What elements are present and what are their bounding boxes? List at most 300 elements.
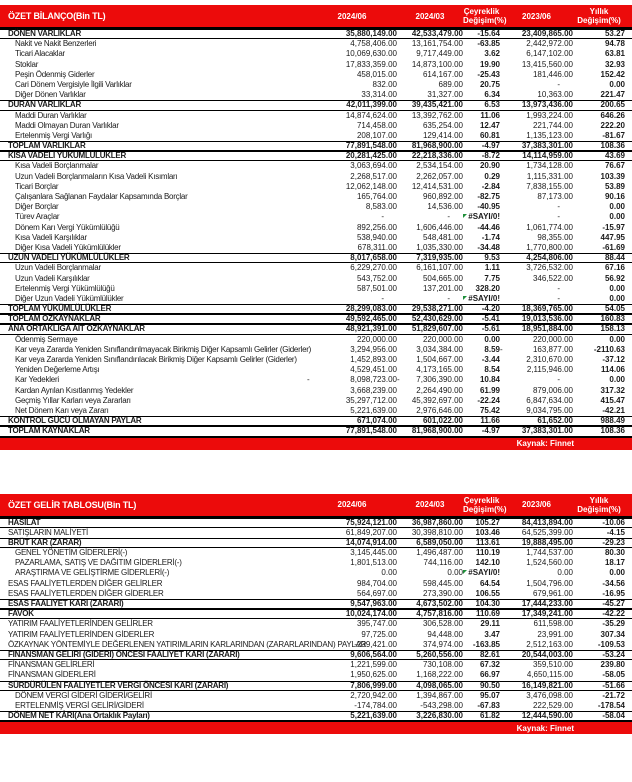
value-cell-2024-03: 689.00 [438,79,463,89]
value-cell-2024-06: - [381,212,384,222]
table-row [0,568,632,578]
qoq-change-cell: 110.69 [475,609,500,619]
qoq-change-cell: 9.53 [484,253,500,263]
table-row [0,223,632,233]
yoy-change-cell: 90.16 [604,192,625,201]
qoq-change-cell: 6.53 [484,100,500,110]
row-label: TOPLAM KAYNAKLAR [8,426,90,436]
row-label: Uzun Vadeli Borçlanmalar [15,263,101,273]
value-cell-2024-03: 598,445.00 [422,578,463,588]
row-label: Kardan Ayrılan Kısıtlanmış Yedekler [15,385,134,395]
row-label: Kısa Vadeli Borçlanmalar [15,161,99,171]
row-label: Kısa Vadeli Karşılıklar [15,232,87,242]
table-row [0,304,632,314]
table-row [0,100,632,110]
table-row [0,528,632,538]
qoq-change-cell: 106.55 [475,588,500,598]
value-cell-2023-06: 87,173.00 [537,192,573,201]
column-header: 2024/03 [415,500,445,509]
value-cell-2024-03: 1,035,330.00 [416,242,463,252]
value-cell-2024-03: 601,022.00 [422,416,463,426]
yoy-change-cell: 114.06 [600,365,625,375]
row-label: Ticari Alacaklar [15,49,65,59]
value-cell-2024-06: 165,764.00 [356,192,397,201]
table-row [0,375,632,385]
qoq-change-cell: #SAYI/0! [463,568,500,578]
yoy-change-cell: 200.65 [600,100,625,110]
table-row [0,111,632,121]
table-row [0,670,632,680]
qoq-change-cell: 66.97 [479,670,500,680]
value-cell-2024-03: 9,717,449.00 [416,49,463,59]
column-header: Yıllık Değişim(%) [577,495,621,514]
yoy-change-cell: 80.30 [604,548,625,558]
value-cell-2023-06: 23,991.00 [537,629,573,639]
row-label: Kar Yedekleri [15,375,59,385]
value-cell-2024-03: 45,392,697.00 [411,395,463,405]
table-row [0,396,632,406]
value-cell-2024-03: 36,987,860.00 [411,517,463,527]
value-cell-2024-06: 77,891,548.00 [345,426,397,436]
yoy-change-cell: 108.36 [600,426,625,436]
value-cell-2023-06: 18,951,884.00 [521,324,573,334]
row-label: Nakit ve Nakit Benzerleri [15,39,97,49]
table-title: ÖZET BİLANÇO(Bin TL) [8,11,106,21]
yoy-change-cell: -34.56 [602,578,625,588]
qoq-change-cell: 8.59 [484,344,500,354]
yoy-change-cell: -2110.63 [593,344,625,354]
table-row [0,192,632,202]
value-cell-2024-03: 960,892.00 [422,192,463,201]
value-cell-2024-03: 374,974.00 [422,639,463,649]
qoq-change-cell: -5.41 [481,314,500,324]
table-row [0,70,632,80]
row-label: ESAS FAALİYETLERDEN DİĞER GELİRLER [8,578,163,588]
yoy-change-cell: 0.00 [609,212,625,222]
row-label: YATIRIM FAALİYETLERİNDEN GELİRLER [8,619,153,629]
row-label: Peşin Ödenmiş Giderler [15,69,95,79]
value-cell-2024-06: 10,024,174.00 [345,609,397,619]
value-cell-2023-06: 17,444,233.00 [521,599,573,608]
value-cell-2024-03: - [447,212,450,222]
table-row [0,233,632,243]
value-cell-2024-03: 42,533,479.00 [411,29,463,38]
value-cell-2023-06: 1,524,560.00 [526,558,573,568]
value-cell-2024-06: 8,583.00 [365,202,397,212]
row-label: TOPLAM YÜKÜMLÜLÜKLER [8,304,112,314]
value-cell-2024-03: 12,414,531.00 [411,181,463,191]
table-row [0,263,632,273]
yoy-change-cell: 646.26 [600,110,625,120]
value-cell-2024-03: 4,673,502.00 [416,599,463,608]
yoy-change-cell: -42.22 [602,609,625,619]
yoy-change-cell: 0.00 [609,375,625,385]
table-row [0,406,632,416]
value-cell-2023-06: 14,114,959.00 [522,151,573,161]
value-cell-2024-03: -543,298.00 [420,700,463,710]
row-label: SATIŞLARIN MALİYETİ [8,527,89,537]
value-cell-2024-06: 7,806,999.00 [350,680,397,690]
row-label: Uzun Vadeli Karşılıklar [15,273,90,283]
value-cell-2024-03: 548,481.00 [422,232,463,242]
row-label: Geçmiş Yıllar Karları veya Zararları [15,395,131,405]
value-cell-2024-06: 35,880,149.00 [345,29,397,38]
value-cell-2024-03: 1,504,667.00 [416,355,463,364]
value-cell-2024-06: 543,752.00 [356,273,397,283]
source-bar [0,721,632,734]
column-header: 2023/06 [522,11,551,21]
yoy-change-cell: -16.95 [602,588,625,598]
qoq-change-cell: 113.61 [475,537,500,547]
table-row [0,161,632,171]
table-row [0,202,632,212]
column-header: Yıllık Değişim(%) [577,7,621,25]
row-label: FAVÖK [8,609,34,619]
yoy-change-cell: 221.47 [600,90,625,100]
value-cell-2024-06: 9,547,963.00 [350,599,397,608]
table-row [0,386,632,396]
yoy-change-cell: 108.36 [600,141,625,151]
value-cell-2024-06: 714,458.00 [356,120,397,130]
qoq-change-cell: #SAYI/0! [463,212,500,222]
column-header: 2024/06 [337,11,367,21]
value-cell-2023-06: 18,369,765.00 [521,304,573,314]
qoq-change-cell: -5.61 [481,324,500,334]
table-row [0,681,632,691]
column-header: 2024/06 [337,500,367,509]
value-cell-2024-06: 61,849,207.00 [345,527,397,537]
value-cell-2023-06: 13,973,436.00 [521,100,573,110]
value-cell-2024-06: 14,074,914.00 [345,537,397,547]
qoq-change-cell: -82.75 [477,192,500,201]
value-cell-2023-06: 6,847,634.00 [526,395,573,405]
value-cell-2023-06: 13,415,560.00 [521,59,573,69]
row-label: Ertelenmiş Vergi Varlığı [15,130,92,140]
value-cell-2024-06: 1,452,893.00 [350,355,397,364]
table-row [0,121,632,131]
value-cell-2024-03: 0.00 [447,568,463,578]
value-cell-2023-06: 10,363.00 [537,90,573,100]
qoq-change-cell: -1.74 [481,232,500,242]
value-cell-2024-03: 2,534,154.00 [416,161,463,171]
row-label: HASILAT [8,517,41,527]
value-cell-2024-06: 220,000.00 [356,334,397,344]
value-cell-2024-03: 220,000.00 [422,334,463,344]
value-cell-2023-06: 1,135,123.00 [526,130,573,140]
value-cell-2024-03: 5,260,556.00 [416,649,463,659]
qoq-change-cell: 12.47 [479,120,500,130]
table-row [0,151,632,161]
value-cell-2024-06: 49,592,465.00 [345,314,397,324]
qoq-change-cell: 0.00 [484,334,500,344]
table-row [0,630,632,640]
value-cell-2023-06: 1,993,224.00 [526,110,573,120]
row-label: YATIRIM FAALİYETLERİNDEN GİDERLER [8,629,155,639]
value-cell-2024-03: 129,414.00 [422,130,463,140]
yoy-change-cell: -45.27 [602,599,625,608]
value-cell-2023-06: 1,061,774.00 [526,222,573,232]
qoq-change-cell: 29.11 [480,619,500,629]
qoq-change-cell: 0.29 [484,171,500,181]
table-row [0,599,632,609]
value-cell-2024-03: 273,390.00 [422,588,463,598]
income-statement-table [0,494,632,735]
qoq-change-cell: 20.75 [479,79,500,89]
yoy-change-cell: 56.92 [604,273,625,283]
yoy-change-cell: 160.83 [600,314,625,324]
value-cell-2024-06: 671,074.00 [356,416,397,426]
income-statement-body [0,518,632,722]
value-cell-2024-06: - [381,293,384,303]
value-cell-2023-06: 679,961.00 [532,588,573,598]
qoq-change-cell: 8.54 [484,365,500,375]
value-cell-2024-03: 14,536.00 [427,202,463,212]
row-label: DÖNEM NET KÂRI(Ana Ortaklık Payları) [8,711,150,721]
yoy-change-cell: 43.69 [604,151,625,161]
qoq-change-cell: 103.46 [475,527,500,537]
value-cell-2023-06: 16,149,821.00 [521,680,573,690]
table-row [0,548,632,558]
value-cell-2024-06: 1,221,599.00 [350,660,397,670]
yoy-change-cell: 67.16 [604,263,625,273]
yoy-change-cell: 53.89 [604,181,625,191]
yoy-change-cell: 239.80 [600,660,625,670]
source-bar [0,437,632,450]
value-cell-2023-06: 37,383,301.00 [521,426,573,436]
value-cell-2023-06: 221,744.00 [532,120,573,130]
value-cell-2024-06: 458,015.00 [356,69,397,79]
qoq-change-cell: 105.27 [475,517,500,527]
yoy-change-cell: 988.49 [600,416,625,426]
qoq-change-cell: -3.44 [481,355,500,364]
qoq-change-cell: 11.06 [480,110,500,120]
value-cell-2024-06 [307,375,397,385]
column-header: Çeyreklik Değişim(%) [463,7,507,25]
value-cell-2023-06: - [557,375,560,385]
value-cell-2023-06: 98,355.00 [537,232,573,242]
value-cell-2024-03: 614,167.00 [422,69,463,79]
source-label: Kaynak: Finnet [516,723,574,733]
value-cell-2023-06: 611,598.00 [533,619,573,629]
value-cell-2024-06: 14,874,624.00 [345,110,397,120]
qoq-change-cell: 11.66 [480,416,500,426]
minus-sign: - [397,375,400,385]
qoq-change-cell: 61.99 [479,385,500,395]
value-cell-2024-06: 5,221,639.00 [350,711,397,721]
value-cell-2023-06: 4,650,115.00 [526,670,573,680]
value-cell-2024-06: 892,256.00 [356,222,397,232]
yoy-change-cell: 53.27 [604,29,625,38]
value-cell-2024-03: 6,161,107.00 [416,263,463,273]
qoq-change-cell: -163.85 [472,639,500,649]
table-row [0,609,632,619]
value-cell-2023-06: 19,013,536.00 [521,314,573,324]
value-cell-2024-03: 3,034,384.00 [416,344,463,354]
table-row [0,39,632,49]
value-cell-2024-06: 9,606,564.00 [350,649,397,659]
table-row [0,90,632,100]
qoq-change-cell: 3.62 [484,49,500,59]
value-cell-2024-06: 8,017,658.00 [350,253,397,263]
table-row [0,619,632,629]
table-row [0,141,632,151]
row-label: UZUN VADELİ YÜKÜMLÜLÜKLER [8,253,130,263]
qoq-change-cell: 1.11 [484,263,500,273]
value-cell-2023-06: 61,652.00 [537,416,573,426]
table-row [0,538,632,548]
row-label: Maddi Olmayan Duran Varlıklar [15,120,119,130]
row-label: FİNANSMAN GİDERLERİ [8,670,96,680]
table-row [0,701,632,711]
yoy-change-cell: 317.32 [600,385,625,395]
balance-sheet-table [0,5,632,450]
source-label: Kaynak: Finnet [516,439,574,448]
value-cell-2024-03: 6,589,050.00 [416,537,463,547]
value-cell-2024-06: 12,062,148.00 [345,181,397,191]
value-cell-2024-06: 395,747.00 [356,619,397,629]
value-cell-2024-03: 137,201.00 [422,283,463,293]
table-row [0,640,632,650]
value-cell-2024-06: -239,421.00 [354,639,397,649]
value-cell-2024-03: 52,430,629.00 [411,314,463,324]
value-cell-2024-06: -174,784.00 [354,700,397,710]
qoq-change-cell: 95.07 [479,690,500,700]
qoq-change-cell: -40.95 [477,202,500,212]
row-label: DÖNEN VARLIKLAR [8,29,81,38]
qoq-change-cell: 82.61 [479,649,500,659]
value-cell-2024-06: 20,281,425.00 [345,151,397,161]
value-cell-2024-06: 6,229,270.00 [350,263,397,273]
qoq-change-cell: -67.83 [477,700,500,710]
table-row [0,314,632,324]
value-cell-2024-03: 29,538,271.00 [411,304,463,314]
value-cell-2024-06: 208,107.00 [356,130,397,140]
table-row [0,416,632,426]
value-cell-2023-06: 222,529.00 [532,700,573,710]
row-label: ÖZKAYNAK YÖNTEMİYLE DEĞERLENEN YATIRIMLARIN KARLARINDAN (ZARARLARINDAN) PAYLAR [8,639,367,649]
value-cell-2023-06: 37,383,301.00 [521,141,573,151]
row-label: KISA VADELİ YÜKÜMLÜLÜKLER [8,151,127,161]
value-cell-2024-06: 2,268,517.00 [350,171,397,181]
yoy-change-cell: 415.47 [600,395,625,405]
value-cell-2023-06: 2,310,670.00 [526,355,573,364]
table-row [0,660,632,670]
value-cell-2024-06: 10,069,630.00 [345,49,397,59]
qoq-change-cell: -15.64 [477,29,500,38]
row-label: GENEL YÖNETİM GİDERLERİ(-) [15,548,128,558]
value-cell-2023-06: 1,504,796.00 [526,578,573,588]
value-cell-2024-03: 2,262,057.00 [416,171,463,181]
column-header: 2023/06 [522,500,551,509]
value-cell-2023-06: - [557,293,560,303]
yoy-change-cell: 88.44 [604,253,625,263]
table-row [0,284,632,294]
row-label: PAZARLAMA, SATIŞ VE DAĞITIM GİDERLERİ(-) [15,558,182,568]
value-cell-2024-06: 0.00 [381,568,397,578]
value-cell-2024-06: 33,314.00 [361,90,397,100]
yoy-change-cell: -178.54 [597,700,625,710]
value-cell-2023-06: 19,888,495.00 [521,537,573,547]
qoq-change-cell: 75.42 [479,405,500,415]
row-label: Diğer Dönen Varlıklar [15,90,86,100]
qoq-change-cell: -34.48 [477,242,500,252]
yoy-change-cell: -58.05 [602,670,625,680]
yoy-change-cell: -21.72 [602,690,625,700]
table-row [0,650,632,660]
value-cell-2024-03: 22,218,336.00 [411,151,463,161]
yoy-change-cell: 152.42 [600,69,625,79]
value-cell-2023-06: 6,147,102.00 [526,49,573,59]
value-cell-2024-06: 2,720,942.00 [350,690,397,700]
qoq-change-cell: -8.72 [481,151,500,161]
value-cell-2023-06 [500,345,573,355]
table-row [0,355,632,365]
qoq-change-cell: -2.84 [481,181,500,191]
table-row [0,49,632,59]
value-cell-2023-06: - [557,79,560,89]
yoy-change-cell: 222.20 [600,120,625,130]
value-cell-2023-06: 1,115,331.00 [526,171,573,181]
row-label: TOPLAM VARLIKLAR [8,141,86,151]
yoy-change-cell: 32.93 [604,59,625,69]
error-indicator-icon [463,570,467,574]
row-label: DURAN VARLIKLAR [8,100,81,110]
row-label: Uzun Vadeli Borçlanmaların Kısa Vadeli Kısımları [15,171,178,181]
value-cell-2023-06: 64,525,399.00 [521,527,573,537]
minus-sign: - [500,344,503,354]
table-row [0,294,632,304]
value-cell-2024-03: 13,161,754.00 [411,39,463,49]
value-cell-2024-03: 2,976,646.00 [416,405,463,415]
table-row [0,324,632,334]
value-cell-2023-06: 2,512,163.00 [526,639,573,649]
yoy-change-cell: -58.04 [602,711,625,721]
table-row [0,711,632,721]
value-cell-2023-06: 17,349,241.00 [521,609,573,619]
qoq-change-cell: 61.82 [479,711,500,721]
value-cell-2023-06: - [557,283,560,293]
value-cell-2023-06: 2,115,946.00 [526,365,573,375]
value-cell-2023-06: 346,522.00 [532,273,573,283]
table-row [0,243,632,253]
value-cell-2023-06: 23,409,865.00 [521,29,573,38]
balance-sheet-body [0,29,632,437]
table-row [0,335,632,345]
value-cell-2023-06: 359,510.00 [532,660,573,670]
qoq-change-cell: -4.20 [481,304,500,314]
value-cell-2023-06: 4,254,806.00 [526,253,573,263]
row-label: DÖNEM VERGİ GİDERİ GİDERİ/GELİRİ [15,690,152,700]
table-row [0,579,632,589]
row-label: Ödenmiş Sermaye [15,334,78,344]
qoq-change-cell: -22.24 [477,395,500,405]
row-label: Türev Araçlar [15,212,60,222]
row-label: Dönem Karı Vergi Yükümlülüğü [15,222,120,232]
value-cell-2024-03: 1,496,487.00 [416,548,463,558]
table-row [0,426,632,436]
value-cell-2024-03: 94,448.00 [427,629,463,639]
value-cell-2024-03: 31,327.00 [427,90,463,100]
value-cell-2024-03: 30,398,810.00 [411,527,463,537]
table-row [0,60,632,70]
yoy-change-cell: 103.39 [600,171,625,181]
column-header: Çeyreklik Değişim(%) [463,495,507,514]
value-cell-2023-06: 1,770,800.00 [526,242,573,252]
row-label: Çalışanlara Sağlanan Faydalar Kapsamında Borçlar [15,192,188,201]
qoq-change-cell: -4.97 [481,141,500,151]
qoq-change-cell: 3.47 [484,629,500,639]
yoy-change-cell: 0.00 [609,334,625,344]
